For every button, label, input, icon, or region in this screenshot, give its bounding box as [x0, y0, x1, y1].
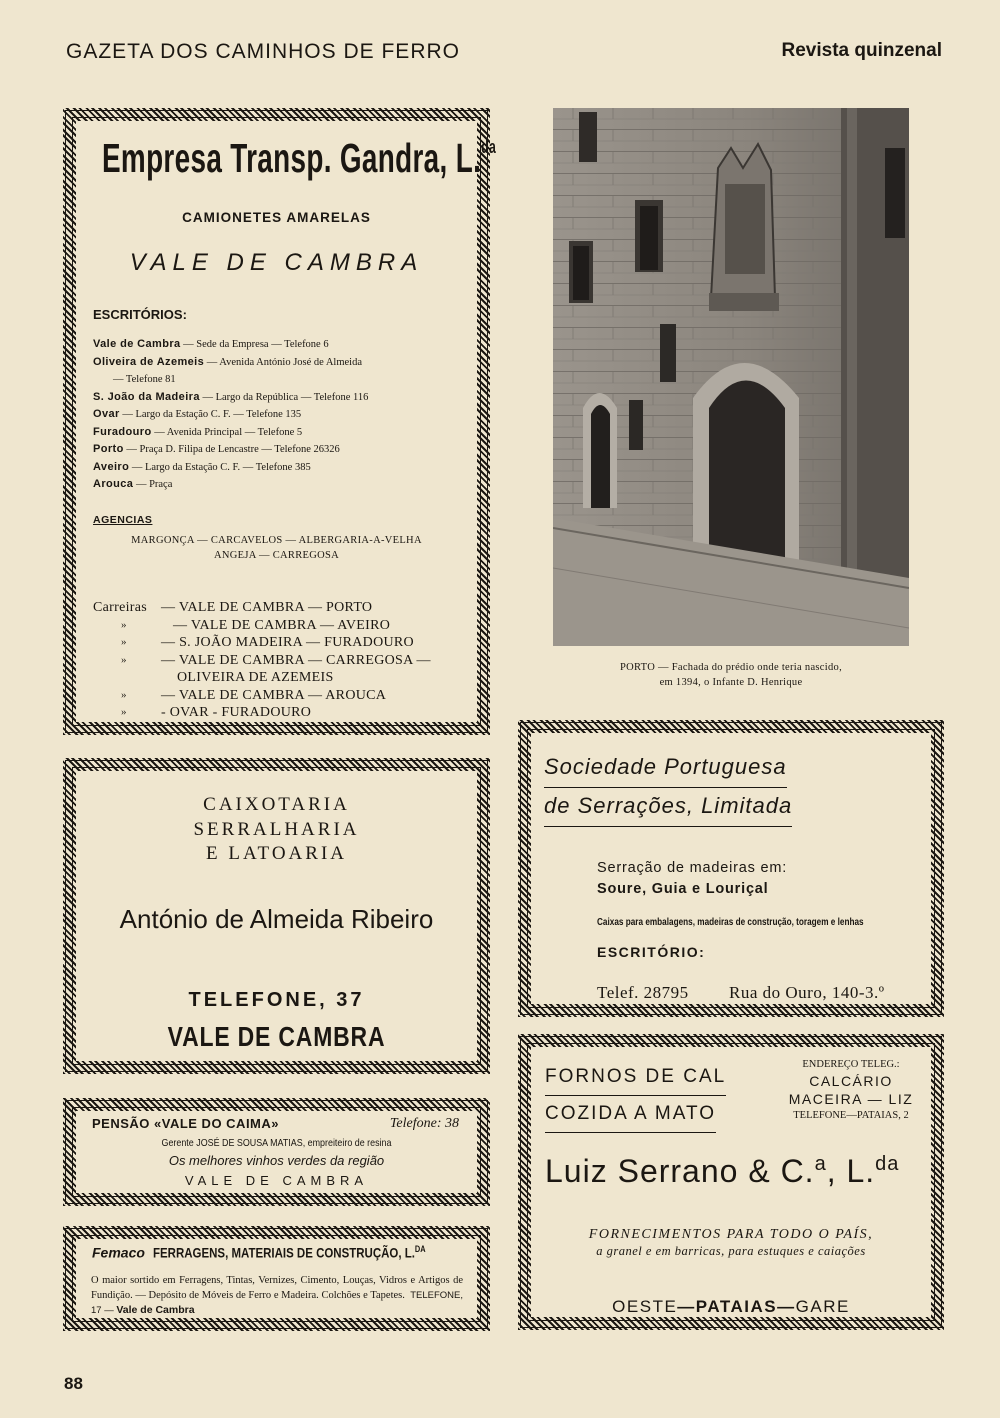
ad-gandra	[63, 108, 497, 735]
gandra-routes	[93, 599, 483, 722]
office-line: Oliveira de Azemeis — Avenida António José de Almeida	[93, 355, 363, 368]
route-line: » — VALE DE CAMBRA — CARREGOSA —	[121, 652, 431, 668]
office-line: Ovar — Largo da Estação C. F. — Telefone 135	[93, 408, 302, 420]
gandra-offices-label: ESCRITÓRIOS:	[93, 307, 187, 322]
femaco-body: O maior sortido em Ferragens, Tintas, Vernizes, Cimento, Louças, Vidros e Artigos de Fundição. — Depósito de Móveis de Ferro e Madeira. Colchões e Tapetes. TELEFONE, 17 — Vale de Cambra	[91, 1275, 464, 1316]
office-line: S. João da Madeira — Largo da República — Telefone 116	[93, 390, 369, 403]
route-line: » — S. JOÃO MADEIRA — FURADOURO	[121, 635, 414, 650]
office-line: — Telefone 81	[113, 374, 176, 385]
page-number: 88	[64, 1374, 83, 1393]
office-line: Arouca — Praça	[93, 478, 173, 490]
ribeiro-town: VALE DE CAMBRA	[167, 1021, 386, 1052]
photo-caption: PORTO — Fachada do prédio onde teria nascido, em 1394, o Infante D. Henrique	[619, 662, 843, 688]
pensao-tagline: Os melhores vinhos verdes da região	[168, 1153, 385, 1168]
ad-pensao	[63, 1098, 490, 1206]
serracoes-service: Serração de madeiras em: Soure, Guia e Louriçal	[597, 860, 788, 897]
ad-serracoes	[518, 720, 944, 1017]
journal-title: GAZETA DOS CAMINHOS DE FERRO	[66, 40, 460, 63]
route-line: OLIVEIRA DE AZEMEIS	[177, 670, 334, 685]
ribeiro-phone: TELEFONE, 37	[188, 989, 365, 1011]
office-line: Porto — Praça D. Filipa de Lencastre — Telefone 26326	[93, 443, 340, 455]
serracoes-phone: Telef. 28795	[597, 983, 689, 1002]
pensao-name: PENSÃO «VALE DO CAIMA»	[92, 1116, 280, 1131]
route-line: » — VALE DE CAMBRA — AVEIRO	[121, 617, 391, 633]
ad-femaco	[63, 1226, 490, 1331]
pensao-town: VALE DE CAMBRA	[184, 1173, 369, 1188]
pensao-manager: Gerente JOSÉ DE SOUSA MATIAS, empreiteiro de resina	[161, 1137, 392, 1149]
ad-luiz-serrano	[518, 1034, 944, 1330]
serrano-address: ENDEREÇO TELEG.: CALCÁRIO MACEIRA — LIZ TELEFONE—PATAIAS, 2	[788, 1059, 914, 1121]
serrano-locations: OESTE—PATAIAS—GARE	[612, 1297, 850, 1316]
serracoes-office-label: ESCRITÓRIO:	[597, 944, 706, 960]
photo-facade-porto	[553, 108, 909, 646]
serrano-supply: FORNECIMENTOS PARA TODO O PAÍS, a granel e em barricas, para estuques e caiações	[588, 1227, 874, 1258]
ribeiro-trades: CAIXOTARIA SERRALHARIA E LATOARIA	[193, 794, 360, 864]
pensao-phone: Telefone: 38	[389, 1116, 459, 1131]
serracoes-products: Caixas para embalagens, madeiras de construção, toragem e lenhas	[597, 917, 864, 928]
office-line: Vale de Cambra — Sede da Empresa — Telefone 6	[93, 338, 329, 350]
serrano-name: Luiz Serrano & C.$^a$, L.$^{da}$	[545, 1153, 900, 1189]
gandra-offices-list	[93, 336, 478, 494]
gandra-company-name: Empresa Transp. Gandra, L.$^{da}$	[102, 135, 497, 181]
ad-ribeiro	[63, 758, 490, 1074]
route-line: » - OVAR - FURADOURO	[121, 705, 312, 720]
serrano-products: FORNOS DE CAL COZIDA A MATO	[545, 1059, 726, 1133]
office-line: Furadouro — Avenida Principal — Telefone 5	[93, 425, 303, 438]
gandra-agencies-list: MARGONÇA — CARCAVELOS — ALBERGARIA-A-VELHA ANGEJA — CARREGOSA	[131, 535, 422, 561]
gandra-town: VALE DE CAMBRA	[129, 249, 424, 276]
gandra-subtitle: CAMIONETES AMARELAS	[182, 210, 371, 225]
journal-frequency: Revista quinzenal	[781, 40, 942, 61]
route-line: Carreiras — VALE DE CAMBRA — PORTO	[93, 600, 373, 615]
office-line: Aveiro — Largo da Estação C. F. — Telefone 385	[93, 460, 311, 473]
route-line: » — VALE DE CAMBRA — AROUCA	[121, 687, 387, 703]
serracoes-name: Sociedade Portuguesa de Serrações, Limitada	[544, 749, 792, 827]
gandra-agencies-label: AGENCIAS	[93, 514, 153, 526]
ribeiro-name: António de Almeida Ribeiro	[119, 904, 434, 934]
facade-photo-image	[553, 108, 909, 646]
serracoes-address: Rua do Ouro, 140-3.º	[729, 983, 885, 1002]
femaco-title: Femaco FERRAGENS, MATERIAIS DE CONSTRUÇÃO, L.$^{DA}$	[92, 1244, 426, 1261]
